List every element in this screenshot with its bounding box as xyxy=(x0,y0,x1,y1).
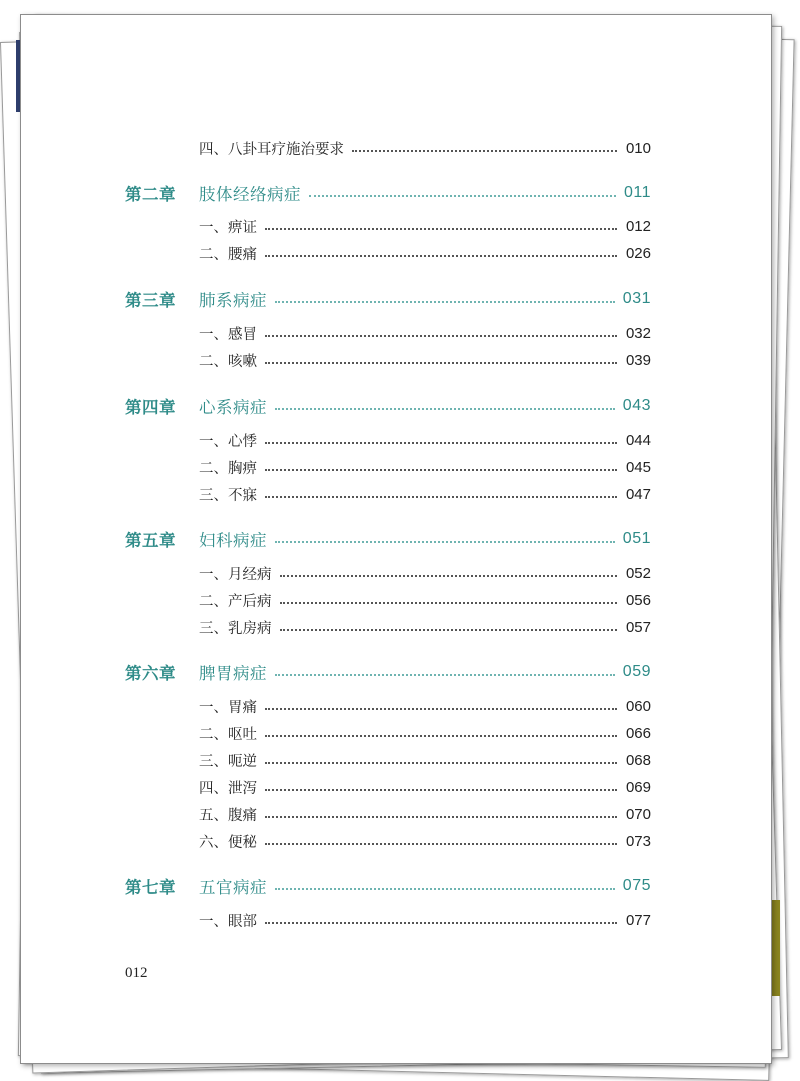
chapter-number: 第七章 xyxy=(125,878,176,897)
toc-section-entry[interactable] xyxy=(199,829,651,853)
toc-chapter-entry[interactable] xyxy=(125,660,651,684)
dot-leader xyxy=(265,335,617,337)
toc-chapter-entry[interactable] xyxy=(125,394,651,418)
section-title: 一、感冒 xyxy=(199,326,257,343)
entry-page-number: 012 xyxy=(625,217,651,235)
section-title: 三、呃逆 xyxy=(199,753,257,770)
dot-leader xyxy=(265,442,617,444)
toc-section-entry[interactable] xyxy=(199,694,651,718)
dot-leader xyxy=(309,195,616,197)
toc-section-entry[interactable] xyxy=(199,561,651,585)
toc-section-entry[interactable] xyxy=(199,241,651,265)
chapter-number: 第三章 xyxy=(125,291,176,310)
entry-page-number: 011 xyxy=(623,184,651,201)
dot-leader xyxy=(275,541,615,543)
dot-leader xyxy=(265,816,617,818)
chapter-title: 肺系病症 xyxy=(199,291,267,310)
section-title: 一、眼部 xyxy=(199,913,257,930)
dot-leader xyxy=(265,362,617,364)
toc-page xyxy=(20,14,772,1064)
toc-section-entry[interactable] xyxy=(199,348,651,372)
entry-page-number: 060 xyxy=(625,697,651,715)
toc-chapter-entry[interactable] xyxy=(125,527,651,551)
section-title: 一、月经病 xyxy=(199,566,272,583)
dot-leader xyxy=(265,762,617,764)
toc-section-entry[interactable] xyxy=(199,588,651,612)
entry-page-number: 045 xyxy=(625,458,651,476)
toc-section-entry[interactable] xyxy=(199,214,651,238)
entry-page-number: 031 xyxy=(622,290,651,307)
section-title: 四、八卦耳疗施治要求 xyxy=(199,141,344,158)
section-title: 二、胸痹 xyxy=(199,460,257,477)
section-title: 三、乳房病 xyxy=(199,620,272,637)
toc-section-entry[interactable] xyxy=(199,615,651,639)
toc-section-entry[interactable] xyxy=(199,908,651,932)
chapter-number: 第五章 xyxy=(125,531,176,550)
dot-leader xyxy=(280,602,618,604)
table-of-contents xyxy=(21,15,771,1063)
toc-section-entry[interactable] xyxy=(199,321,651,345)
dot-leader xyxy=(280,629,618,631)
dot-leader xyxy=(265,708,617,710)
entry-page-number: 026 xyxy=(625,244,651,262)
chapter-number: 第二章 xyxy=(125,185,176,204)
entry-page-number: 044 xyxy=(625,431,651,449)
chapter-title: 脾胃病症 xyxy=(199,664,267,683)
chapter-title: 心系病症 xyxy=(199,398,267,417)
section-title: 一、痹证 xyxy=(199,219,257,236)
chapter-title: 肢体经络病症 xyxy=(199,185,301,204)
chapter-title: 五官病症 xyxy=(199,878,267,897)
section-title: 一、心悸 xyxy=(199,433,257,450)
section-title: 一、胃痛 xyxy=(199,699,257,716)
section-title: 三、不寐 xyxy=(199,487,257,504)
chapter-title: 妇科病症 xyxy=(199,531,267,550)
entry-page-number: 068 xyxy=(625,751,651,769)
dot-leader xyxy=(280,575,618,577)
entry-page-number: 075 xyxy=(622,877,651,894)
toc-section-entry[interactable] xyxy=(199,775,651,799)
dot-leader xyxy=(265,735,617,737)
dot-leader xyxy=(275,408,615,410)
dot-leader xyxy=(265,469,617,471)
toc-section-entry[interactable] xyxy=(199,748,651,772)
dot-leader xyxy=(265,255,617,257)
entry-page-number: 039 xyxy=(625,351,651,369)
toc-chapter-entry[interactable] xyxy=(125,874,651,898)
dot-leader xyxy=(275,888,615,890)
section-title: 五、腹痛 xyxy=(199,807,257,824)
entry-page-number: 059 xyxy=(622,663,651,680)
section-title: 二、咳嗽 xyxy=(199,353,257,370)
toc-section-entry[interactable] xyxy=(199,428,651,452)
entry-page-number: 066 xyxy=(625,724,651,742)
entry-page-number: 051 xyxy=(622,530,651,547)
chapter-number: 第六章 xyxy=(125,664,176,683)
entry-page-number: 070 xyxy=(625,805,651,823)
toc-chapter-entry[interactable] xyxy=(125,287,651,311)
entry-page-number: 032 xyxy=(625,324,651,342)
entry-page-number: 047 xyxy=(625,485,651,503)
section-title: 二、腰痛 xyxy=(199,246,257,263)
dot-leader xyxy=(352,150,617,152)
toc-section-entry[interactable] xyxy=(199,136,651,160)
entry-page-number: 010 xyxy=(625,139,651,157)
dot-leader xyxy=(265,789,617,791)
toc-section-entry[interactable] xyxy=(199,482,651,506)
chapter-number: 第四章 xyxy=(125,398,176,417)
toc-section-entry[interactable] xyxy=(199,455,651,479)
dot-leader xyxy=(265,228,617,230)
section-title: 二、产后病 xyxy=(199,593,272,610)
entry-page-number: 056 xyxy=(625,591,651,609)
entry-page-number: 069 xyxy=(625,778,651,796)
entry-page-number: 057 xyxy=(625,618,651,636)
toc-section-entry[interactable] xyxy=(199,802,651,826)
toc-section-entry[interactable] xyxy=(199,721,651,745)
page-number: 012 xyxy=(125,965,148,981)
dot-leader xyxy=(275,301,615,303)
entry-page-number: 043 xyxy=(622,397,651,414)
dot-leader xyxy=(265,922,617,924)
entry-page-number: 052 xyxy=(625,564,651,582)
dot-leader xyxy=(265,843,617,845)
section-title: 四、泄泻 xyxy=(199,780,257,797)
entry-page-number: 073 xyxy=(625,832,651,850)
entry-page-number: 077 xyxy=(625,911,651,929)
dot-leader xyxy=(275,674,615,676)
toc-chapter-entry[interactable] xyxy=(125,181,651,205)
dot-leader xyxy=(265,496,617,498)
section-title: 二、呕吐 xyxy=(199,726,257,743)
section-title: 六、便秘 xyxy=(199,834,257,851)
